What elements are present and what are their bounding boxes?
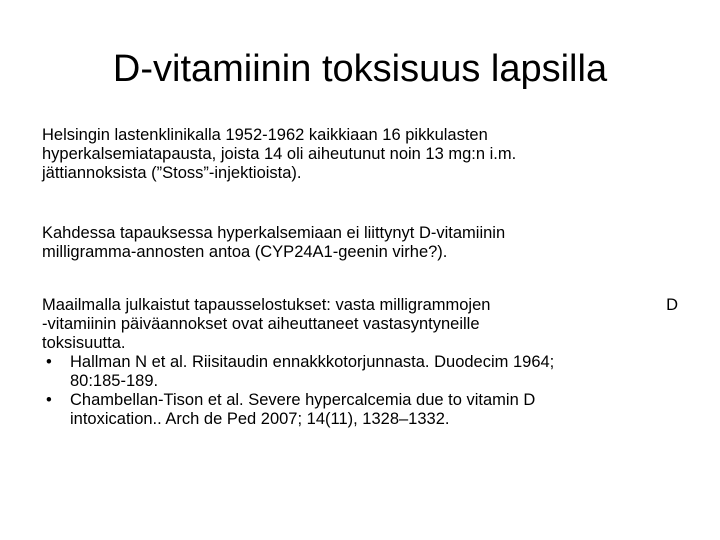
text-line <box>42 296 678 315</box>
reference-line: Chambellan-Tison et al. Severe hypercalcemia due to vitamin D <box>70 391 536 409</box>
paragraph-cyp24a1 <box>42 224 682 262</box>
reference-line: 80:185-189. <box>70 372 159 390</box>
text-line: Helsingin lastenklinikalla 1952-1962 kaikkiaan 16 pikkulasten <box>42 126 488 144</box>
text-line: Kahdessa tapauksessa hyperkalsemiaan ei liittynyt D-vitamiinin <box>42 224 506 242</box>
paragraph-case-reports <box>42 296 682 429</box>
bullet-icon: • <box>46 353 52 371</box>
text-line: toksisuutta. <box>42 334 126 352</box>
reference-line: intoxication.. Arch de Ped 2007; 14(11), 1328–1332. <box>70 410 450 428</box>
text-line: milligramma-annosten antoa (CYP24A1-geenin virhe?). <box>42 243 448 261</box>
bullet-icon: • <box>46 391 52 409</box>
text-line-right: D <box>666 296 678 314</box>
reference-item <box>42 391 682 429</box>
reference-item <box>42 353 682 391</box>
slide-title: D-vitamiinin toksisuus lapsilla <box>112 48 608 90</box>
paragraph-clinic-cases <box>42 126 682 183</box>
text-line: jättiannoksista (”Stoss”-injektioista). <box>42 164 302 182</box>
text-line: -vitamiinin päiväannokset ovat aiheuttaneet vastasyntyneille <box>42 315 480 333</box>
text-line-left: Maailmalla julkaistut tapausselostukset: vasta milligrammojen <box>42 296 491 314</box>
reference-line: Hallman N et al. Riisitaudin ennakkkotorjunnasta. Duodecim 1964; <box>70 353 555 371</box>
text-line: hyperkalsemiatapausta, joista 14 oli aiheutunut noin 13 mg:n i.m. <box>42 145 517 163</box>
